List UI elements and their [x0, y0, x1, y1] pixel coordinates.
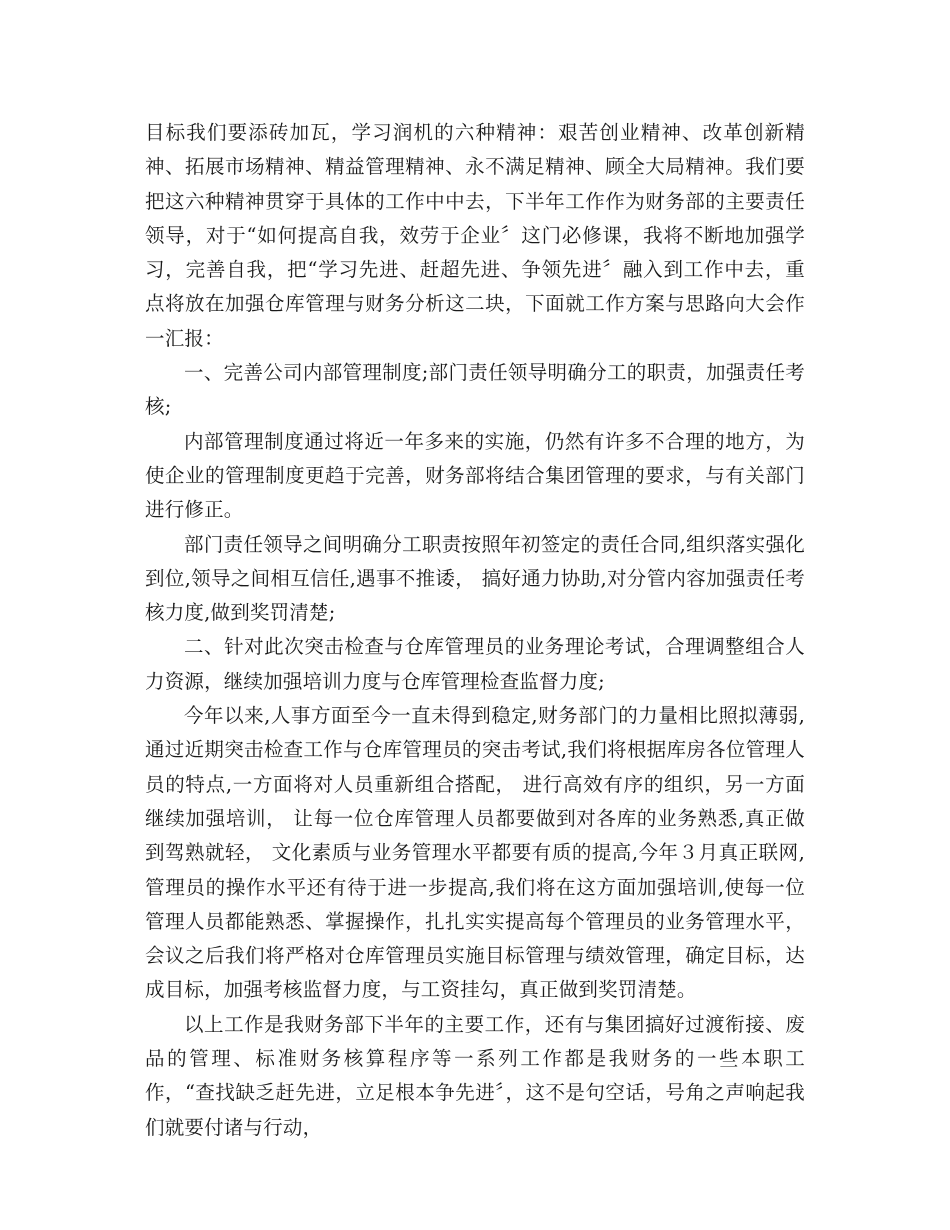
paragraph: 一、完善公司内部管理制度;部门责任领导明确分工的职责，加强责任考核; — [145, 361, 805, 419]
paragraph: 以上工作是我财务部下半年的主要工作，还有与集团搞好过渡衔接、废品的管理、标准财务核算程序等一系列工作都是我财务的一些本职工作，“查找缺乏赶先进，立足根本争先进〞，这不是句空话，号角之声响起我们就要付诸与行动， — [145, 1012, 805, 1139]
paragraph: 二、针对此次突击检查与仓库管理员的业务理论考试，合理调整组合人力资源，继续加强培训力度与仓库管理检查监督力度; — [145, 635, 805, 693]
paragraph: 今年以来,人事方面至今一直未得到稳定,财务部门的力量相比照拟薄弱,通过近期突击检查工作与仓库管理员的突击考试,我们将根据库房各位管理人员的特点,一方面将对人员重新组合搭配， 进行高效有序的组织，另一方面继续加强培训， 让每一位仓库管理人员都要做到对各库的业务熟悉,真正做到驾熟就轻， 文化素质与业务管理水平都要有质的提高,今年３月真正联网,管理员的操作水平还有待于进一步提高,我们将在这方面加强培训,使每一位管理人员都能熟悉、掌握操作，扎扎实实提高每个管理员的业务管理水平，会议之后我们将严格对仓库管理员实施目标管理与绩效管理，确定目标，达成目标，加强考核监督力度，与工资挂勾，真正做到奖罚清楚。 — [145, 704, 805, 1002]
document-body — [145, 116, 805, 1145]
paragraph: 目标我们要添砖加瓦，学习润机的六种精神：艰苦创业精神、改革创新精神、拓展市场精神、精益管理精神、永不满足精神、顾全大局精神。我们要把这六种精神贯穿于具体的工作中中去，下半年工作作为财务部的主要责任领导，对于“如何提高自我，效劳于企业〞这门必修课，我将不断地加强学习，完善自我，把“学习先进、赶超先进、争领先进〞融入到工作中去，重点将放在加强仓库管理与财务分析这二块，下面就工作方案与思路向大会作一汇报： — [145, 121, 805, 350]
paragraph: 内部管理制度通过将近一年多来的实施，仍然有许多不合理的地方，为使企业的管理制度更趋于完善，财务部将结合集团管理的要求，与有关部门进行修正。 — [145, 429, 805, 522]
paragraph: 部门责任领导之间明确分工职责按照年初签定的责任合同,组织落实强化到位,领导之间相互信任,遇事不推诿， 搞好通力协助,对分管内容加强责任考核力度,做到奖罚清楚; — [145, 532, 805, 625]
